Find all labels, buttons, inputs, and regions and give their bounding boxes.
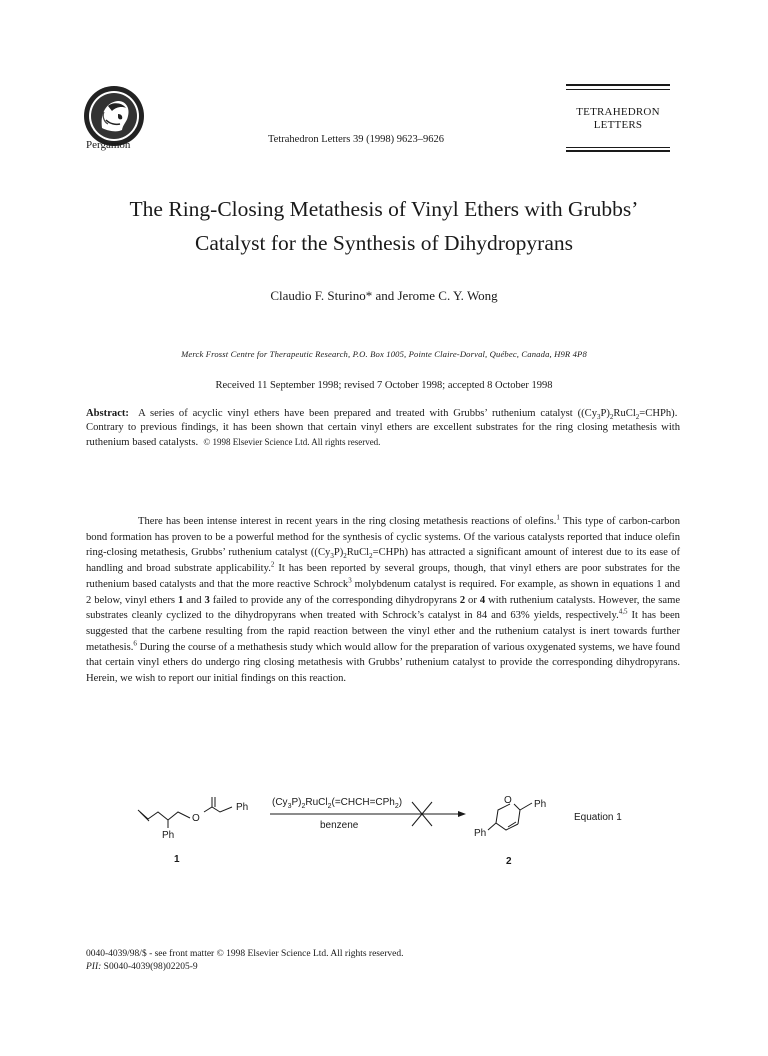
header-rule xyxy=(566,89,670,90)
abstract: Abstract: A series of acyclic vinyl ethers have been prepared and treated with Grubbs’ ruthenium catalyst $((Cy_3P)_2RuCl_2=CHPh)$. Contrary to previous findings, it has been shown that certain vinyl ethers are excellent substrates for the ring closing metathesis with ruthenium based catalysts. © 1998 Elsevier Science Ltd. All rights reserved. xyxy=(86,408,681,448)
article-title xyxy=(90,192,678,260)
phenyl-label: Ph xyxy=(162,830,175,841)
phenyl-label: Ph xyxy=(236,802,249,813)
phenyl-label: Ph xyxy=(474,828,487,839)
journal-name-line: LETTERS xyxy=(593,119,643,131)
oxygen-atom-label: O xyxy=(504,795,512,806)
compound-number: 1 xyxy=(174,854,180,865)
compound-ref: 4 xyxy=(479,594,486,606)
arrow-head xyxy=(458,811,466,817)
affiliation: Merck Frosst Centre for Therapeutic Research, P.O. Box 1005, Pointe Claire-Dorval, Québec, Canada, H9R 4P8 xyxy=(181,349,587,359)
compound-number: 2 xyxy=(506,856,512,867)
body-paragraph: There has been intense interest in recent years in the ring closing metathesis reactions of olefins.$^1$ This type of carbon-carbon bond formation has proven to be a powerful method for the synthesis of cyclic systems. Of the various catalysts reported that induce olefin ring-closing metathesis, Grubbs’ ruthenium catalyst $((Cy_3P)_2RuCl_2=CHPh)$ has attracted a significant amount of interest due to its ease of handling and broad substrate applicability.$^2$ It has been reported by several groups, though, that vinyl ethers are poor substrates for the ruthenium based catalysts and that the more reactive Schrock$^3$ molybdenum catalyst is required. For example, as shown in equations 1 and 2 below, vinyl ethers 1 and 3 failed to provide any of the corresponding dihydropyrans 2 or 4 with ruthenium catalysts. However, the same substrates cleanly cyclized to the dihydropyrans when treated with Schrock’s catalyst in 84 and 63% yields, respectively.$^{4,5}$ It has been suggested that the carbene resulting from the rapid reaction between the vinyl ether and the ruthenium catalyst is inert towards further metathesis.$^6$ During the course of a methathesis study which would allow for the preparation of various oxygenated systems, we have found that certain vinyl ethers do undergo ring closing metathesis with Grubbs’ ruthenium catalyst to provide the corresponding dihydropyrans. Herein, we wish to report our initial findings on this reaction. xyxy=(86,513,681,685)
compound-ref: 1 xyxy=(177,594,184,606)
reaction-scheme xyxy=(86,790,680,870)
journal-citation: Tetrahedron Letters 39 (1998) 9623–9626 xyxy=(268,134,444,145)
citation-ref: 1 xyxy=(556,513,560,522)
abstract-label: Abstract xyxy=(86,408,126,419)
header-rule xyxy=(566,147,670,148)
substrate-structure xyxy=(138,797,232,828)
equation-label: Equation 1 xyxy=(574,812,622,823)
product-structure xyxy=(488,803,532,830)
abstract-text: A series of acyclic vinyl ethers have been prepared and treated with Grubbs’ ruthenium catalyst ((Cy xyxy=(138,408,597,419)
received-dates: Received 11 September 1998; revised 7 October 1998; accepted 8 October 1998 xyxy=(215,380,553,391)
header-rule xyxy=(566,150,670,152)
abstract-text: Contrary to previous findings, it has been shown that certain vinyl ethers are excellent substrates for the ring closing metathesis with ruthenium based catalysts. xyxy=(86,422,680,448)
footer xyxy=(86,948,403,974)
title-line: Catalyst for the Synthesis of Dihydropyrans xyxy=(195,231,573,255)
header-rule xyxy=(566,84,670,86)
copyright-line: 0040-4039/98/$ - see front matter © 1998 Elsevier Science Ltd. All rights reserved. xyxy=(86,949,404,959)
solvent-label: benzene xyxy=(320,820,359,831)
phenyl-label: Ph xyxy=(534,799,547,810)
citation-ref: 4,5 xyxy=(618,607,628,616)
body-text xyxy=(86,514,680,687)
citation-ref: 6 xyxy=(133,639,137,648)
oxygen-atom-label: O xyxy=(192,813,200,824)
citation-ref: 2 xyxy=(270,560,275,569)
reagent-label: $(Cy_3P)_2RuCl_2(=CHCH=CPh_2)$ xyxy=(272,797,403,810)
pii-line: PII: S0040-4039(98)02205-9 xyxy=(86,962,198,972)
title-line: The Ring-Closing Metathesis of Vinyl Ethers with Grubbs’ xyxy=(129,197,639,221)
journal-name xyxy=(566,106,670,132)
compound-ref: 2 xyxy=(459,594,466,606)
publisher-name: Pergamon xyxy=(86,139,131,151)
author-list: Claudio F. Sturino* and Jerome C. Y. Wong xyxy=(270,288,498,303)
abstract-copyright: © 1998 Elsevier Science Ltd. All rights reserved. xyxy=(203,437,381,447)
compound-ref: 3 xyxy=(204,594,210,606)
citation-ref: 3 xyxy=(348,576,352,585)
journal-name-line: TETRAHEDRON xyxy=(576,106,660,118)
